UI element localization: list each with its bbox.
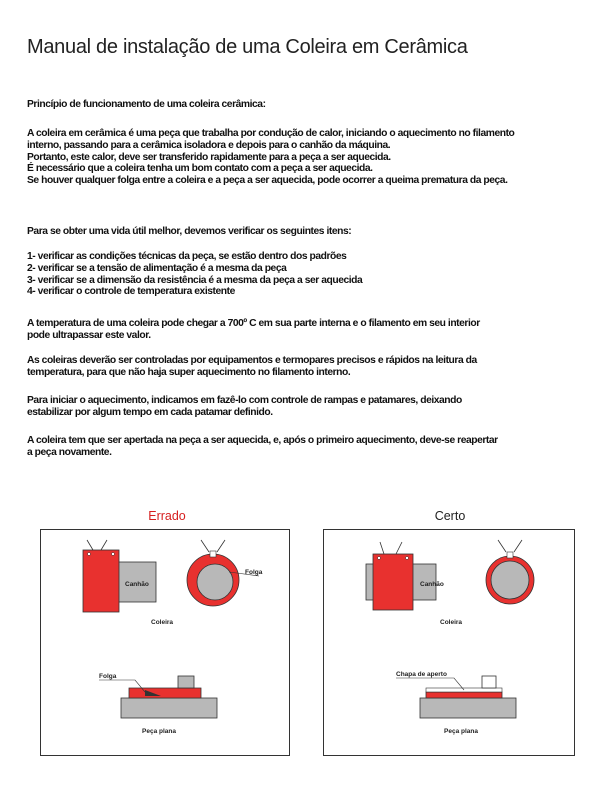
paragraph-line: temperatura, para que não haja super aquecimento no filamento interno. bbox=[27, 366, 351, 378]
label-flat-right: Peça plana bbox=[444, 728, 478, 735]
figure-wrong-diagram bbox=[41, 530, 289, 755]
principle-line: Portanto, este calor, deve ser transferido rapidamente para a peça a ser aquecida. bbox=[27, 151, 391, 163]
principle-body bbox=[27, 128, 607, 187]
paragraph-line: A coleira tem que ser apertada na peça a ser aquecida, e, após o primeiro aquecimento, deve-se reapertar bbox=[27, 435, 498, 446]
paragraph-line: pode ultrapassar este valor. bbox=[27, 329, 151, 341]
principle-line: A coleira em cerâmica é uma peça que trabalha por condução de calor, iniciando o aquecimento no filamento bbox=[27, 128, 515, 139]
startup-paragraph bbox=[27, 395, 607, 419]
label-band-right: Coleira bbox=[440, 619, 463, 626]
barrel-section-shape bbox=[197, 564, 233, 600]
figure-right-title: Certo bbox=[434, 509, 466, 523]
heater-flat-shape bbox=[129, 688, 201, 698]
paragraph-line: Para iniciar o aquecimento, indicamos em fazê-lo com controle de rampas e patamares, deixando bbox=[27, 395, 462, 406]
band-shape bbox=[83, 550, 119, 612]
figure-wrong-panel bbox=[40, 529, 290, 756]
label-band: Coleira bbox=[151, 619, 174, 626]
checklist-item: 1- verificar as condições técnicas da peça, se estão dentro dos padrões bbox=[27, 251, 347, 262]
checklist-item: 3- verificar se a dimensão da resistência é a mesma da peça a ser aquecida bbox=[27, 274, 363, 286]
checklist-item: 4- verificar o controle de temperatura existente bbox=[27, 286, 235, 298]
label-barrel: Canhão bbox=[125, 581, 149, 588]
checklist-item: 2- verificar se a tensão de alimentação é a mesma da peça bbox=[27, 262, 287, 274]
figure-wrong-title: Errado bbox=[148, 509, 186, 523]
principle-section bbox=[27, 99, 607, 111]
checklist-heading: Para se obter uma vida útil melhor, devemos verificar os seguintes itens: bbox=[27, 226, 352, 237]
checklist-section bbox=[27, 226, 607, 238]
control-paragraph bbox=[27, 355, 607, 379]
paragraph-line: a peça novamente. bbox=[27, 446, 112, 458]
figure-right-diagram bbox=[324, 530, 574, 755]
principle-heading: Princípio de funcionamento de uma coleira cerâmica: bbox=[27, 99, 266, 110]
paragraph-line: As coleiras deverão ser controladas por equipamentos e termopares precisos e rápidos na leitura da bbox=[27, 355, 477, 366]
checklist-list bbox=[27, 251, 607, 298]
tighten-paragraph bbox=[27, 435, 607, 459]
principle-line: Se houver qualquer folga entre a coleira e a peça a ser aquecida, pode ocorrer a queima prematura da peça. bbox=[27, 175, 508, 187]
label-gap-flat: Folga bbox=[99, 673, 117, 680]
paragraph-line: A temperatura de uma coleira pode chegar a 700º C em sua parte interna e o filamento em seu interior bbox=[27, 318, 480, 329]
figure-right-panel bbox=[323, 529, 575, 756]
label-barrel-right: Canhão bbox=[420, 581, 444, 588]
label-gap: Folga bbox=[245, 569, 263, 576]
page-title: Manual de instalação de uma Coleira em Cerâmica bbox=[27, 36, 468, 58]
wire-shape bbox=[87, 540, 107, 550]
paragraph-line: estabilizar por algum tempo em cada patamar definido. bbox=[27, 406, 273, 418]
label-flat: Peça plana bbox=[142, 728, 176, 735]
principle-line: É necessário que a coleira tenha um bom contato com a peça a ser aquecida. bbox=[27, 163, 373, 175]
flat-part-shape bbox=[121, 698, 217, 718]
label-clamp: Chapa de aperto bbox=[396, 671, 447, 678]
temperature-paragraph bbox=[27, 318, 607, 342]
principle-line: interno, passando para a cerâmica isoladora e depois para o canhão da máquina. bbox=[27, 139, 391, 151]
